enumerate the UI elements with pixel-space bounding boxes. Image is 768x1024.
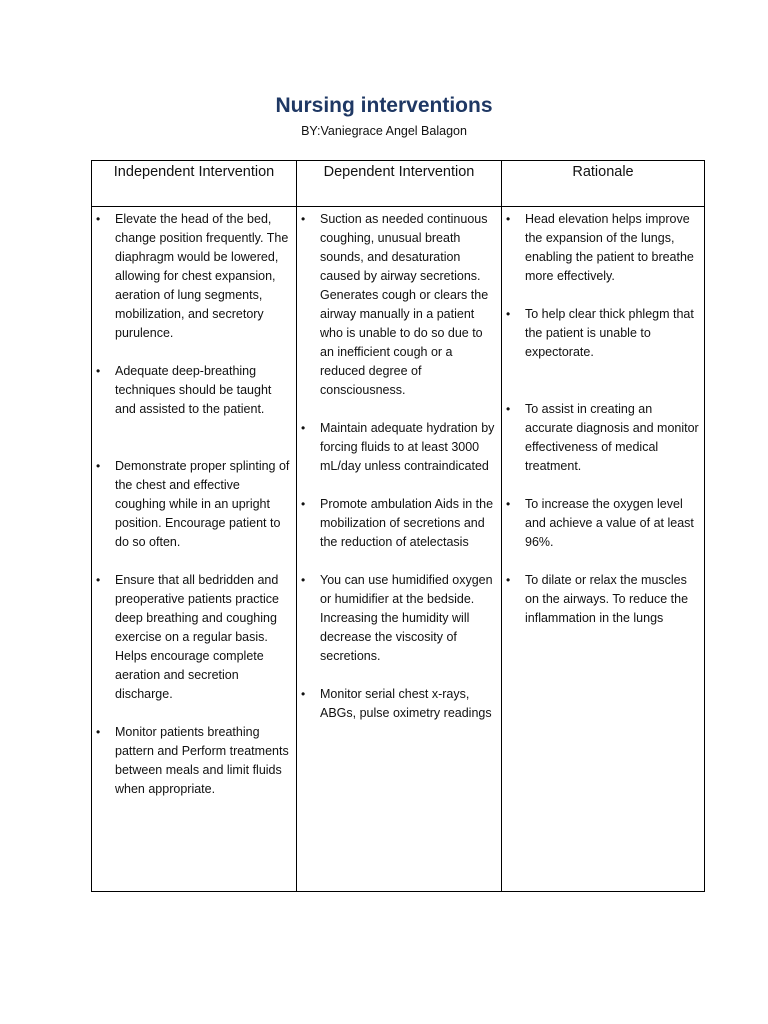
list-item: • To increase the oxygen level and achieve a value of at least 96%.: [502, 495, 700, 552]
list-item: • Adequate deep-breathing techniques should be taught and assisted to the patient.: [92, 362, 291, 419]
header-divider: [92, 206, 704, 207]
header-rationale: Rationale: [572, 164, 634, 180]
list-item: • Elevate the head of the bed, change position frequently. The diaphragm would be lowered, allowing for chest expansion, aeration of lung segments, mobilization, and secretory purulence.: [92, 210, 291, 343]
header-independent: Independent Intervention: [113, 164, 275, 180]
rationale-column: [502, 210, 700, 628]
list-item: • Monitor serial chest x-rays, ABGs, pulse oximetry readings: [297, 685, 495, 723]
list-item: • To dilate or relax the muscles on the airways. To reduce the inflammation in the lungs: [502, 571, 700, 628]
list-item: • Ensure that all bedridden and preoperative patients practice deep breathing and coughing exercise on a regular basis. Helps encourage complete aeration and secretion discharge.: [92, 571, 291, 704]
list-item: • You can use humidified oxygen or humidifier at the bedside. Increasing the humidity will decrease the viscosity of secretions.: [297, 571, 495, 666]
author-byline: BY:Vaniegrace Angel Balagon: [301, 124, 467, 138]
document-title: Nursing interventions: [275, 94, 493, 117]
list-item: • Promote ambulation Aids in the mobilization of secretions and the reduction of atelectasis: [297, 495, 495, 552]
list-item: • Head elevation helps improve the expansion of the lungs, enabling the patient to breathe more effectively.: [502, 210, 700, 286]
interventions-table: [91, 160, 705, 892]
header-dependent: Dependent Intervention: [323, 164, 475, 180]
list-item: • Suction as needed continuous coughing, unusual breath sounds, and desaturation caused by airway secretions. Generates cough or clears the airway manually in a patient who is unable to do so due to an inefficient cough or a reduced degree of consciousness.: [297, 210, 495, 400]
list-item: • Demonstrate proper splinting of the chest and effective coughing while in an upright position. Encourage patient to do so often.: [92, 457, 291, 552]
list-item: • To help clear thick phlegm that the patient is unable to expectorate.: [502, 305, 700, 362]
independent-column: [92, 210, 291, 799]
list-item: • Maintain adequate hydration by forcing fluids to at least 3000 mL/day unless contraindicated: [297, 419, 495, 476]
list-item: • Monitor patients breathing pattern and Perform treatments between meals and limit fluids when appropriate.: [92, 723, 291, 799]
dependent-column: [297, 210, 495, 723]
list-item: • To assist in creating an accurate diagnosis and monitor effectiveness of medical treatment.: [502, 400, 700, 476]
